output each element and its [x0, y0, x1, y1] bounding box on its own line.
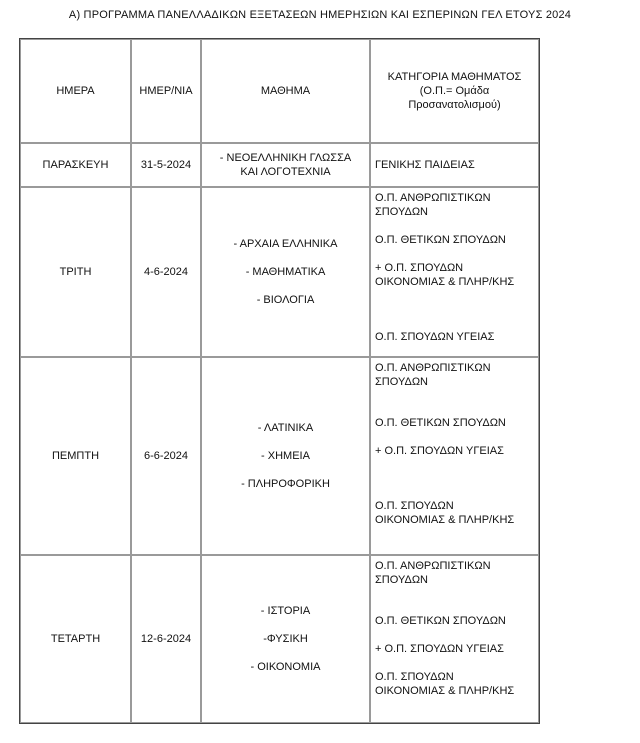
- table-row: [20, 143, 539, 187]
- category-cell: [370, 357, 539, 555]
- subject-cell: [201, 555, 370, 723]
- subject-item: - ΠΛΗΡΟΦΟΡΙΚΗ: [241, 478, 330, 490]
- date-cell: 4-6-2024: [131, 187, 201, 357]
- category-item: Ο.Π. ΘΕΤΙΚΩΝ ΣΠΟΥΔΩΝ: [375, 615, 506, 627]
- category-item: + Ο.Π. ΣΠΟΥΔΩΝ ΥΓΕΙΑΣ: [375, 643, 504, 655]
- header-category: [370, 39, 539, 143]
- subject-item: - ΙΣΤΟΡΙΑ: [260, 605, 311, 617]
- subject-item: -ΦΥΣΙΚΗ: [263, 633, 308, 645]
- page-title: Α) ΠΡΟΓΡΑΜΜΑ ΠΑΝΕΛΛΑΔΙΚΩΝ ΕΞΕΤΑΣΕΩΝ ΗΜΕΡΗΣΙΩΝ ΚΑΙ ΕΣΠΕΡΙΝΩΝ ΓΕΛ ΕΤΟΥΣ 2024: [68, 9, 572, 21]
- subject-item: - ΛΑΤΙΝΙΚΑ: [257, 422, 314, 434]
- date-cell: 12-6-2024: [131, 555, 201, 723]
- category-item: Ο.Π. ΘΕΤΙΚΩΝ ΣΠΟΥΔΩΝ: [375, 234, 506, 246]
- table-row: [20, 357, 539, 555]
- category-cell: [370, 143, 539, 187]
- category-cell: [370, 187, 539, 357]
- category-item: ΣΠΟΥΔΩΝ: [375, 376, 428, 388]
- category-item: ΟΙΚΟΝΟΜΙΑΣ & ΠΛΗΡ/ΚΗΣ: [375, 276, 515, 288]
- subject-item: ΚΑΙ ΛΟΓΟΤΕΧΝΙΑ: [240, 166, 331, 178]
- header-date: ΗΜΕΡ/ΝΙΑ: [131, 39, 201, 143]
- header-category-line: (Ο.Π.= Ομάδα: [419, 85, 490, 97]
- day-cell: ΠΕΜΠΤΗ: [20, 357, 131, 555]
- day-cell: ΤΡΙΤΗ: [20, 187, 131, 357]
- header-subject: ΜΑΘΗΜΑ: [201, 39, 370, 143]
- table-header-row: [20, 39, 539, 143]
- category-cell: [370, 555, 539, 723]
- subject-item: - ΜΑΘΗΜΑΤΙΚΑ: [245, 266, 326, 278]
- category-item: Ο.Π. ΑΝΘΡΩΠΙΣΤΙΚΩΝ: [375, 192, 491, 204]
- header-category-line: ΚΑΤΗΓΟΡΙΑ ΜΑΘΗΜΑΤΟΣ: [387, 71, 522, 83]
- category-item: Ο.Π. ΑΝΘΡΩΠΙΣΤΙΚΩΝ: [375, 560, 491, 572]
- day-cell: ΠΑΡΑΣΚΕΥΗ: [20, 143, 131, 187]
- subject-item: - ΑΡΧΑΙΑ ΕΛΛΗΝΙΚΑ: [233, 238, 338, 250]
- day-cell: ΤΕΤΑΡΤΗ: [20, 555, 131, 723]
- category-item: + Ο.Π. ΣΠΟΥΔΩΝ: [375, 262, 464, 274]
- subject-item: - ΧΗΜΕΙΑ: [261, 450, 310, 462]
- category-item: ΟΙΚΟΝΟΜΙΑΣ & ΠΛΗΡ/ΚΗΣ: [375, 514, 515, 526]
- category-item: ΣΠΟΥΔΩΝ: [375, 574, 428, 586]
- category-item: Ο.Π. ΣΠΟΥΔΩΝ: [375, 671, 454, 683]
- subject-item: - ΒΙΟΛΟΓΙΑ: [256, 294, 315, 306]
- category-item: ΓΕΝΙΚΗΣ ΠΑΙΔΕΙΑΣ: [375, 159, 475, 171]
- header-category-line: Προσανατολισμού): [408, 99, 501, 111]
- date-cell: 6-6-2024: [131, 357, 201, 555]
- category-item: Ο.Π. ΘΕΤΙΚΩΝ ΣΠΟΥΔΩΝ: [375, 417, 506, 429]
- subject-item: - ΝΕΟΕΛΛΗΝΙΚΗ ΓΛΩΣΣΑ: [219, 152, 352, 164]
- date-cell: 31-5-2024: [131, 143, 201, 187]
- table-row: [20, 187, 539, 357]
- subject-cell: [201, 187, 370, 357]
- category-item: ΣΠΟΥΔΩΝ: [375, 206, 428, 218]
- subject-cell: [201, 143, 370, 187]
- header-day: ΗΜΕΡΑ: [20, 39, 131, 143]
- exam-schedule-table: [19, 38, 540, 724]
- category-item: Ο.Π. ΣΠΟΥΔΩΝ ΥΓΕΙΑΣ: [375, 331, 495, 343]
- category-item: + Ο.Π. ΣΠΟΥΔΩΝ ΥΓΕΙΑΣ: [375, 445, 504, 457]
- subject-item: - ΟΙΚΟΝΟΜΙΑ: [250, 661, 321, 673]
- category-item: Ο.Π. ΑΝΘΡΩΠΙΣΤΙΚΩΝ: [375, 362, 491, 374]
- category-item: ΟΙΚΟΝΟΜΙΑΣ & ΠΛΗΡ/ΚΗΣ: [375, 685, 515, 697]
- category-item: Ο.Π. ΣΠΟΥΔΩΝ: [375, 500, 454, 512]
- subject-cell: [201, 357, 370, 555]
- table-row: [20, 555, 539, 723]
